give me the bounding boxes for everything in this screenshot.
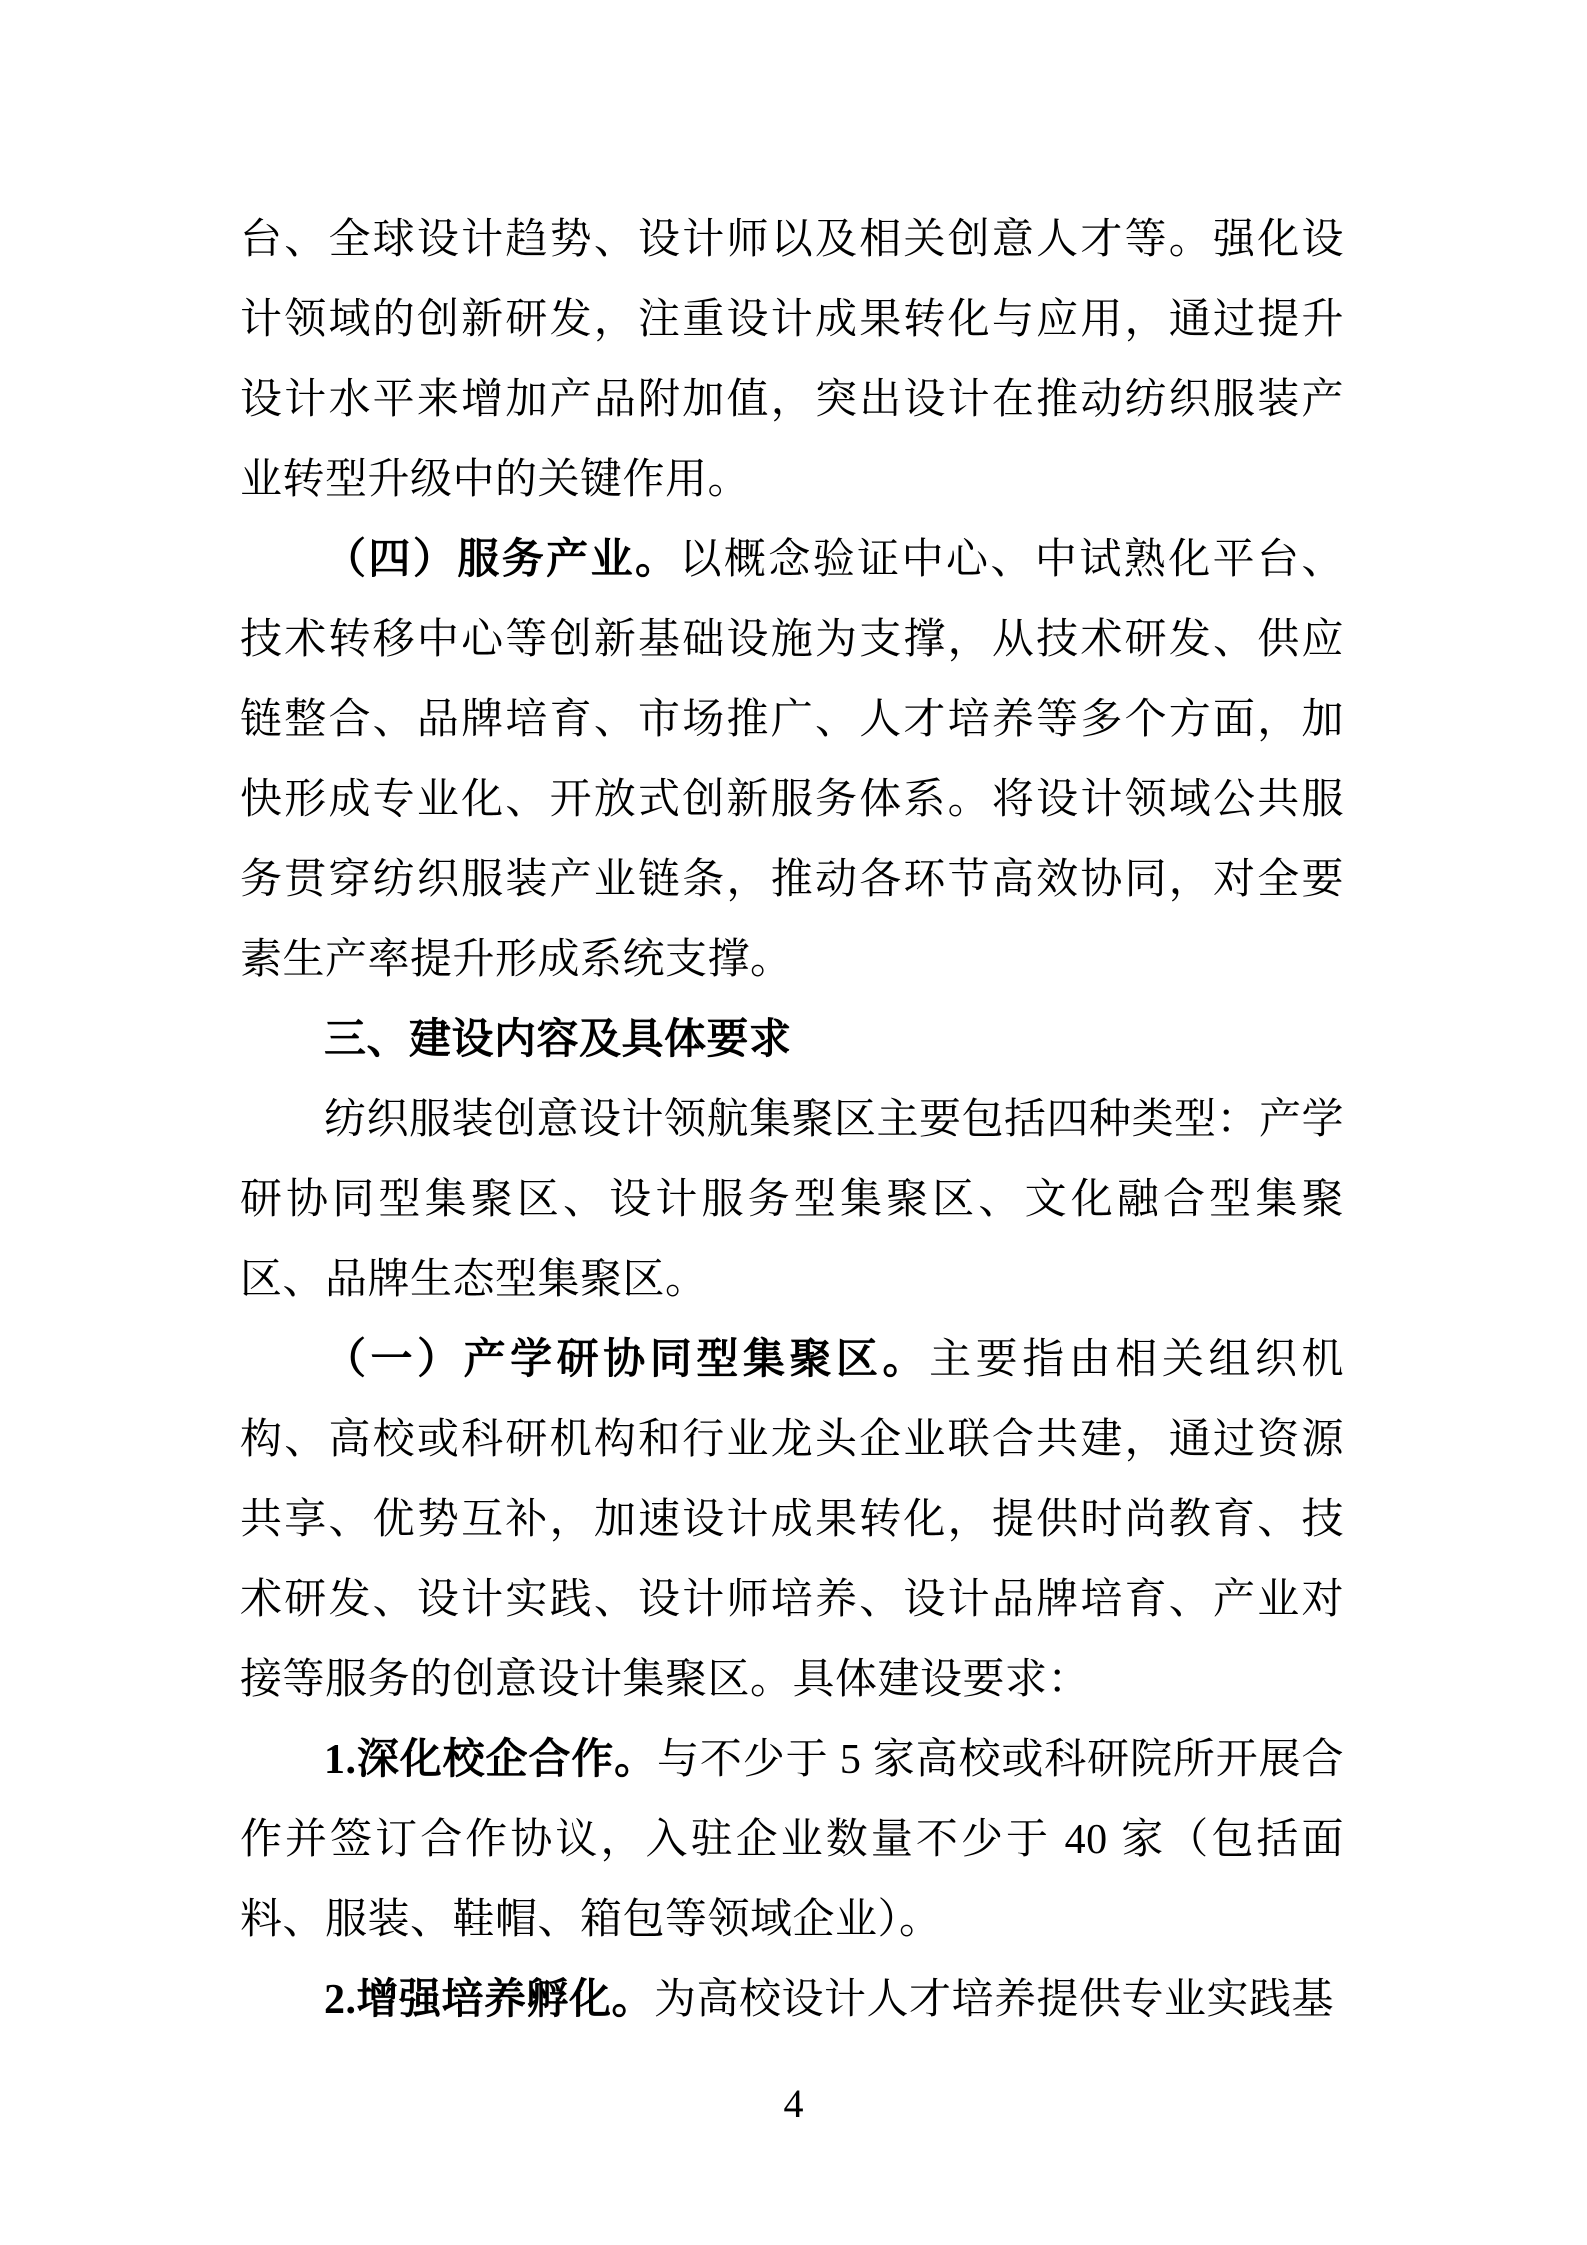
paragraph-lead: （四）服务产业。 xyxy=(324,537,680,583)
paragraph xyxy=(240,1080,1344,1320)
paragraph xyxy=(240,1320,1344,1720)
paragraph xyxy=(240,1960,1344,2040)
paragraph-text: 台、全球设计趋势、设计师以及相关创意人才等。强化设计领域的创新研发，注重设计成果转化与应用，通过提升设计水平来增加产品附加值，突出设计在推动纺织服装产业转型升级中的关键作用。 xyxy=(240,217,1344,503)
paragraph-text: 为高校设计人才培养提供专业实践基 xyxy=(654,1977,1335,2023)
page-number: 4 xyxy=(783,2081,804,2126)
heading-text: 三、建设内容及具体要求 xyxy=(324,1017,792,1063)
paragraph-lead: （一）产学研协同型集聚区。 xyxy=(324,1337,930,1383)
paragraph xyxy=(240,200,1344,520)
paragraph-lead: 2.增强培养孵化。 xyxy=(324,1977,655,2023)
paragraph-lead: 1.深化校企合作。 xyxy=(324,1737,657,1783)
section-heading xyxy=(240,1000,1344,1080)
paragraph-text: 纺织服装创意设计领航集聚区主要包括四种类型：产学研协同型集聚区、设计服务型集聚区、文化融合型集聚区、品牌生态型集聚区。 xyxy=(240,1097,1345,1303)
paragraph xyxy=(240,520,1344,1000)
document-body xyxy=(240,200,1344,2040)
paragraph-text: 以概念验证中心、中试熟化平台、技术转移中心等创新基础设施为支撑，从技术研发、供应链整合、品牌培育、市场推广、人才培养等多个方面，加快形成专业化、开放式创新服务体系。将设计领域公共服务贯穿纺织服装产业链条，推动各环节高效协同，对全要素生产率提升形成系统支撑。 xyxy=(240,537,1344,983)
paragraph-text: 与不少于 5 家高校或科研院所开展合作并签订合作协议，入驻企业数量不少于 40 家（包括面料、服装、鞋帽、箱包等领域企业）。 xyxy=(240,1737,1344,1943)
paragraph-text: 主要指由相关组织机构、高校或科研机构和行业龙头企业联合共建，通过资源共享、优势互补，加速设计成果转化，提供时尚教育、技术研发、设计实践、设计师培养、设计品牌培育、产业对接等服务的创意设计集聚区。具体建设要求： xyxy=(240,1337,1344,1703)
paragraph xyxy=(240,1720,1344,1960)
